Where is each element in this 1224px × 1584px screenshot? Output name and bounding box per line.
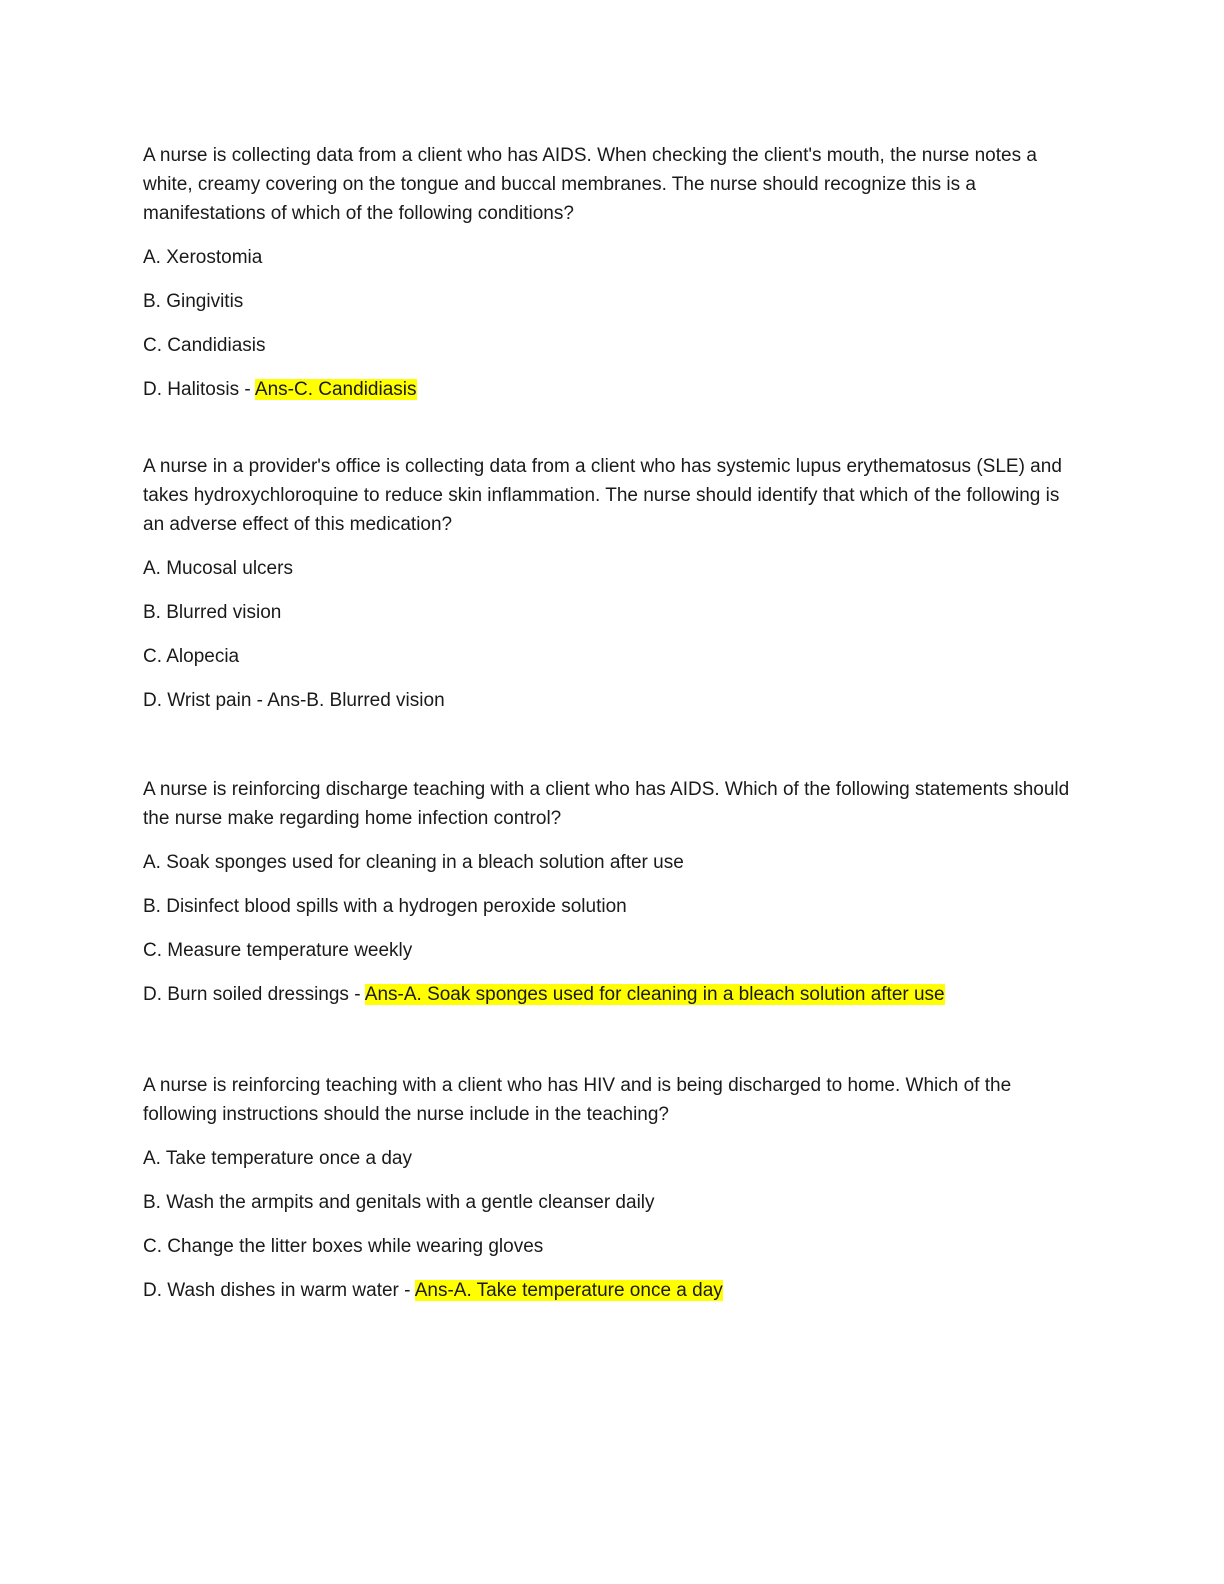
option-c: C. Change the litter boxes while wearing gloves (143, 1236, 544, 1257)
question-stem: A nurse in a provider's office is collecting data from a client who has systemic lupus erythematosus (SLE) and takes hydroxychloroquine to reduce skin inflammation. The nurse should identify that which of the following is an adverse effect of this medication? (143, 456, 1062, 535)
question-3 (143, 775, 1083, 1071)
answer-highlight: Ans-C. Candidiasis (254, 379, 417, 400)
question-1 (143, 141, 1083, 452)
question-2 (143, 452, 1083, 775)
option-d-text: D. Burn soiled dressings - (143, 984, 365, 1005)
option-d-text: D. Wash dishes in warm water - (143, 1280, 415, 1301)
option-d (143, 980, 1083, 1009)
answer-highlight: Ans-A. Soak sponges used for cleaning in a bleach solution after use (364, 984, 945, 1005)
option-b: B. Disinfect blood spills with a hydrogen peroxide solution (143, 896, 627, 917)
question-stem: A nurse is reinforcing discharge teaching with a client who has AIDS. Which of the following statements should the nurse make regarding home infection control? (143, 779, 1070, 829)
option-b: B. Wash the armpits and genitals with a gentle cleanser daily (143, 1192, 655, 1213)
answer-highlight: Ans-A. Take temperature once a day (414, 1280, 723, 1301)
option-c: C. Alopecia (143, 646, 240, 667)
option-c: C. Measure temperature weekly (143, 940, 413, 961)
option-d (143, 686, 1083, 715)
option-b: B. Gingivitis (143, 291, 244, 312)
option-d-text: D. Wrist pain - (143, 690, 268, 711)
question-4 (143, 1071, 1083, 1305)
option-a: A. Take temperature once a day (143, 1148, 412, 1169)
option-d (143, 1276, 1083, 1305)
answer-text: Ans-B. Blurred vision (267, 690, 445, 711)
document-page (143, 141, 1083, 1320)
option-a: A. Xerostomia (143, 247, 263, 268)
option-a: A. Mucosal ulcers (143, 558, 293, 579)
option-d-text: D. Halitosis - (143, 379, 255, 400)
option-a: A. Soak sponges used for cleaning in a bleach solution after use (143, 852, 684, 873)
question-stem: A nurse is collecting data from a client who has AIDS. When checking the client's mouth, the nurse notes a white, creamy covering on the tongue and buccal membranes. The nurse should recognize this is a manifestations of which of the following conditions? (143, 145, 1037, 224)
option-d (143, 375, 1083, 404)
option-c: C. Candidiasis (143, 335, 266, 356)
question-stem: A nurse is reinforcing teaching with a client who has HIV and is being discharged to home. Which of the following instructions should the nurse include in the teaching? (143, 1075, 1012, 1125)
option-b: B. Blurred vision (143, 602, 282, 623)
